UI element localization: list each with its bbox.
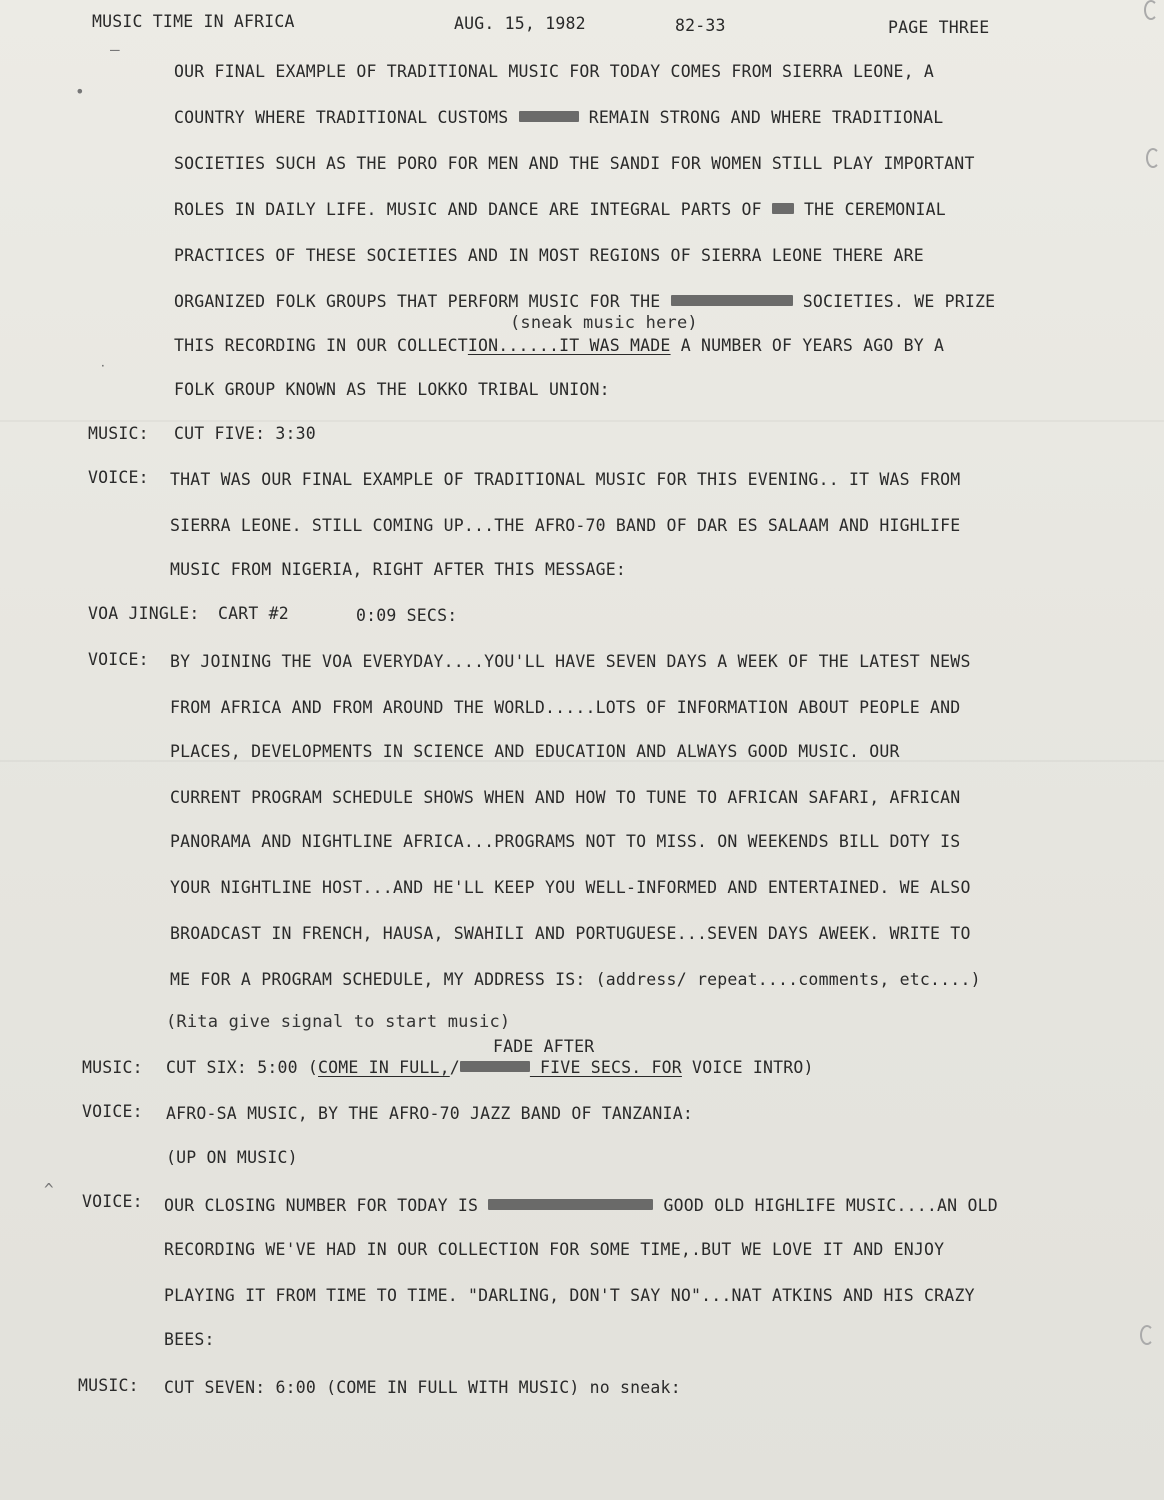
- text-line: PANORAMA AND NIGHTLINE AFRICA...PROGRAMS NOT TO MISS. ON WEEKENDS BILL DOTY IS: [170, 832, 961, 851]
- underlined-text: COME IN FULL,: [318, 1058, 450, 1077]
- cue-label: MUSIC:: [82, 1058, 143, 1077]
- text-segment: REMAIN STRONG AND WHERE TRADITIONAL: [588, 108, 944, 127]
- text-line: FROM AFRICA AND FROM AROUND THE WORLD.....LOTS OF INFORMATION ABOUT PEOPLE AND: [170, 698, 961, 717]
- handwritten-instruction: (Rita give signal to start music): [166, 1012, 511, 1032]
- text-line: [174, 200, 946, 219]
- text-line: BROADCAST IN FRENCH, HAUSA, SWAHILI AND PORTUGUESE...SEVEN DAYS AWEEK. WRITE TO: [170, 924, 971, 943]
- text-line: [164, 1196, 998, 1215]
- voice-label: VOICE:: [88, 650, 149, 669]
- binder-hole-mark: [1144, 0, 1158, 20]
- text-line: [174, 108, 943, 127]
- header-date: AUG. 15, 1982: [454, 14, 586, 33]
- voice-label: VOICE:: [82, 1102, 143, 1121]
- text-line: [174, 292, 995, 311]
- text-line: YOUR NIGHTLINE HOST...AND HE'LL KEEP YOU WELL-INFORMED AND ENTERTAINED. WE ALSO: [170, 878, 971, 897]
- header-page: PAGE THREE: [888, 18, 990, 37]
- text-line: SOCIETIES SUCH AS THE PORO FOR MEN AND THE SANDI FOR WOMEN STILL PLAY IMPORTANT: [174, 154, 975, 173]
- text-line: THAT WAS OUR FINAL EXAMPLE OF TRADITIONAL MUSIC FOR THIS EVENING.. IT WAS FROM: [170, 470, 961, 489]
- margin-mark: •: [75, 82, 85, 101]
- text-line: CURRENT PROGRAM SCHEDULE SHOWS WHEN AND HOW TO TUNE TO AFRICAN SAFARI, AFRICAN: [170, 788, 961, 807]
- binder-hole-mark: [1146, 148, 1160, 168]
- jingle-text: CART #2: [218, 604, 289, 623]
- voice-label: VOICE:: [88, 468, 149, 487]
- text-line: PLAYING IT FROM TIME TO TIME. "DARLING, DON'T SAY NO"...NAT ATKINS AND HIS CRAZY: [164, 1286, 975, 1305]
- text-segment: COUNTRY WHERE TRADITIONAL CUSTOMS: [174, 108, 509, 127]
- cue-text: CUT SEVEN: 6:00 (COME IN FULL WITH MUSIC) no sneak:: [164, 1378, 681, 1397]
- text-segment: THE CEREMONIAL: [804, 200, 946, 219]
- strikeout-redaction: [772, 203, 794, 214]
- text-line: [174, 336, 944, 355]
- text-segment: SOCIETIES. WE PRIZE: [802, 292, 996, 311]
- text-segment: OUR CLOSING NUMBER FOR TODAY IS: [164, 1196, 479, 1215]
- text-line: PLACES, DEVELOPMENTS IN SCIENCE AND EDUCATION AND ALWAYS GOOD MUSIC. OUR: [170, 742, 900, 761]
- voice-label: VOICE:: [82, 1192, 143, 1211]
- jingle-time: 0:09 SECS:: [356, 606, 458, 625]
- text-line: AFRO-SA MUSIC, BY THE AFRO-70 JAZZ BAND OF TANZANIA:: [166, 1104, 693, 1123]
- text-line: RECORDING WE'VE HAD IN OUR COLLECTION FOR SOME TIME,.BUT WE LOVE IT AND ENJOY: [164, 1240, 945, 1259]
- text-line: SIERRA LEONE. STILL COMING UP...THE AFRO-70 BAND OF DAR ES SALAAM AND HIGHLIFE: [170, 516, 961, 535]
- margin-mark: —: [110, 40, 120, 59]
- text-segment: THIS RECORDING IN OUR COLLECT: [174, 336, 468, 355]
- jingle-label: VOA JINGLE:: [88, 604, 200, 623]
- cue-text: CUT FIVE: 3:30: [174, 424, 316, 443]
- margin-mark: ˙: [98, 362, 108, 381]
- margin-mark: ^: [44, 1180, 54, 1199]
- cue-text: [166, 1058, 814, 1077]
- text-line: ME FOR A PROGRAM SCHEDULE, MY ADDRESS IS: (address/ repeat....comments, etc....): [170, 970, 981, 989]
- text-line: BY JOINING THE VOA EVERYDAY....YOU'LL HAVE SEVEN DAYS A WEEK OF THE LATEST NEWS: [170, 652, 971, 671]
- text-line: FOLK GROUP KNOWN AS THE LOKKO TRIBAL UNION:: [174, 380, 610, 399]
- text-segment: A NUMBER OF YEARS AGO BY A: [670, 336, 945, 355]
- text-segment: ORGANIZED FOLK GROUPS THAT PERFORM MUSIC FOR THE: [174, 292, 661, 311]
- text-line: BEES:: [164, 1330, 215, 1349]
- underlined-text: ION......IT WAS MADE: [467, 336, 671, 355]
- strikeout-redaction: [519, 111, 579, 122]
- text-segment: VOICE INTRO): [681, 1058, 814, 1077]
- strikeout-redaction: [460, 1061, 530, 1072]
- header-number: 82-33: [675, 16, 726, 35]
- cue-label: MUSIC:: [78, 1376, 139, 1395]
- inserted-note: FADE AFTER: [493, 1037, 595, 1056]
- binder-hole-mark: [1140, 1325, 1154, 1345]
- paper-crease: [0, 420, 1164, 422]
- strikeout-redaction: [671, 295, 793, 306]
- text-segment: GOOD OLD HIGHLIFE MUSIC....AN OLD: [663, 1196, 998, 1215]
- underlined-text: FIVE SECS. FOR: [529, 1058, 682, 1077]
- text-line: MUSIC FROM NIGERIA, RIGHT AFTER THIS MESSAGE:: [170, 560, 627, 579]
- header-program: MUSIC TIME IN AFRICA: [92, 12, 295, 31]
- text-segment: ROLES IN DAILY LIFE. MUSIC AND DANCE ARE INTEGRAL PARTS OF: [174, 200, 762, 219]
- strikeout-redaction: [488, 1199, 653, 1210]
- handwritten-note: (sneak music here): [510, 313, 698, 333]
- text-line: PRACTICES OF THESE SOCIETIES AND IN MOST REGIONS OF SIERRA LEONE THERE ARE: [174, 246, 924, 265]
- text-segment: /: [449, 1058, 460, 1077]
- text-line: (UP ON MUSIC): [166, 1148, 298, 1167]
- text-line: OUR FINAL EXAMPLE OF TRADITIONAL MUSIC FOR TODAY COMES FROM SIERRA LEONE, A: [174, 62, 935, 81]
- cue-label: MUSIC:: [88, 424, 149, 443]
- text-segment: CUT SIX: 5:00 (: [166, 1058, 319, 1077]
